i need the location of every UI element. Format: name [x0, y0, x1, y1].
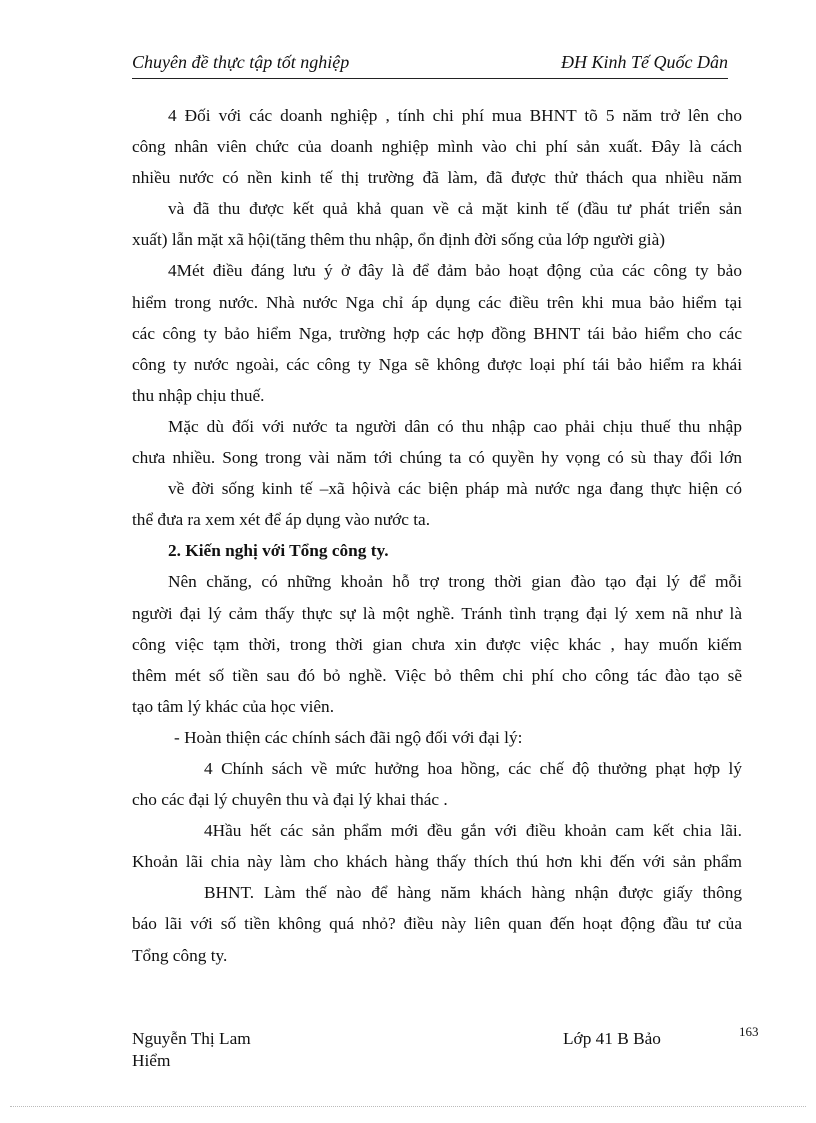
author-name-continued: Hiểm	[132, 1051, 171, 1070]
page-bottom-divider	[10, 1106, 806, 1107]
text-line: và đã thu được kết quả khả quan về cả mặt kinh tế (đầu tư phát triển sản	[168, 199, 742, 219]
document-body	[132, 100, 742, 971]
section-heading: 2. Kiến nghị với Tổng công ty.	[168, 541, 389, 561]
text-line: Mặc dù đối với nước ta người dân có thu nhập cao phải chịu thuế thu nhập	[168, 416, 742, 436]
text-line: 4 Đối với các doanh nghiệp , tính chi phí mua BHNT tõ 5 năm trở lên cho	[168, 106, 742, 125]
text-line: tạo tâm lý khác của học viên.	[132, 696, 335, 716]
author-name: Nguyễn Thị Lam	[132, 1029, 251, 1048]
text-line: BHNT. Làm thế nào để hàng năm khách hàng nhận được giấy thông	[204, 883, 742, 903]
text-line: nhiều nước có nền kinh tế thị trường đã làm, đã được thử thách qua nhiều năm	[132, 168, 742, 188]
text-line: thu nhập chịu thuế.	[132, 385, 265, 405]
text-line: 4Mét điều đáng lưu ý ở đây là để đảm bảo hoạt động của các công ty bảo	[168, 261, 742, 281]
text-line: công nhân viên chức của doanh nghiệp mình vào chi phí sản xuất. Đây là cách	[132, 137, 742, 157]
header-university: ĐH Kinh Tế Quốc Dân	[561, 52, 728, 72]
text-line: công việc tạm thời, trong thời gian chưa xin được việc khác , hay muốn kiếm	[132, 634, 742, 654]
list-item: - Hoàn thiện các chính sách đãi ngộ đối với đại lý:	[174, 727, 523, 747]
text-line: công ty nước ngoài, các công ty Nga sẽ không được loại phí tái bảo hiểm ra khái	[132, 354, 742, 374]
text-line: cho các đại lý chuyên thu và đại lý khai thác .	[132, 790, 448, 810]
page-number: 163	[739, 1024, 759, 1039]
text-line: Tổng công ty.	[132, 945, 228, 965]
header-title: Chuyên đề thực tập tốt nghiệp	[132, 52, 350, 72]
page-footer	[132, 1024, 762, 1078]
text-line: xuất) lẫn mặt xã hội(tăng thêm thu nhập, ổn định đời sống của lớp người già)	[132, 230, 666, 250]
text-line: chưa nhiều. Song trong vài năm tới chúng ta có quyền hy vọng có sù thay đổi lớn	[132, 448, 742, 468]
text-line: thể đưa ra xem xét để áp dụng vào nước ta.	[132, 510, 431, 530]
text-line: Nên chăng, có những khoản hỗ trợ trong thời gian đào tạo đại lý để mỗi	[168, 572, 742, 592]
text-line: báo lãi với số tiền không quá nhỏ? điều này liên quan đến hoạt động đầu tư của	[132, 914, 742, 934]
text-line: hiểm trong nước. Nhà nước Nga chỉ áp dụng các điều trên khi mua bảo hiểm tại	[132, 292, 742, 312]
text-line: 4 Chính sách về mức hưởng hoa hồng, các chế độ thưởng phạt hợp lý	[204, 758, 742, 778]
footer-class: Lớp 41 B Bảo	[563, 1029, 661, 1048]
text-line: thêm mét số tiền sau đó bỏ nghề. Việc bỏ thêm chi phí cho công tác đào tạo sẽ	[132, 665, 742, 685]
text-line: 4Hầu hết các sản phẩm mới đều gắn với điều khoản cam kết chia lãi.	[204, 821, 742, 841]
footer-author	[132, 1028, 251, 1072]
page-header	[132, 52, 728, 79]
text-line: về đời sống kinh tế –xã hộivà các biện pháp mà nước nga đang thực hiện có	[168, 479, 742, 499]
text-line: Khoản lãi chia này làm cho khách hàng thấy thích thú hơn khi đến với sản phẩm	[132, 852, 742, 872]
text-line: các công ty bảo hiểm Nga, trường hợp các hợp đồng BHNT tái bảo hiểm cho các	[132, 323, 742, 343]
text-line: người đại lý cảm thấy thực sự là một nghề. Tránh tình trạng đại lý xem nã như là	[132, 603, 742, 623]
